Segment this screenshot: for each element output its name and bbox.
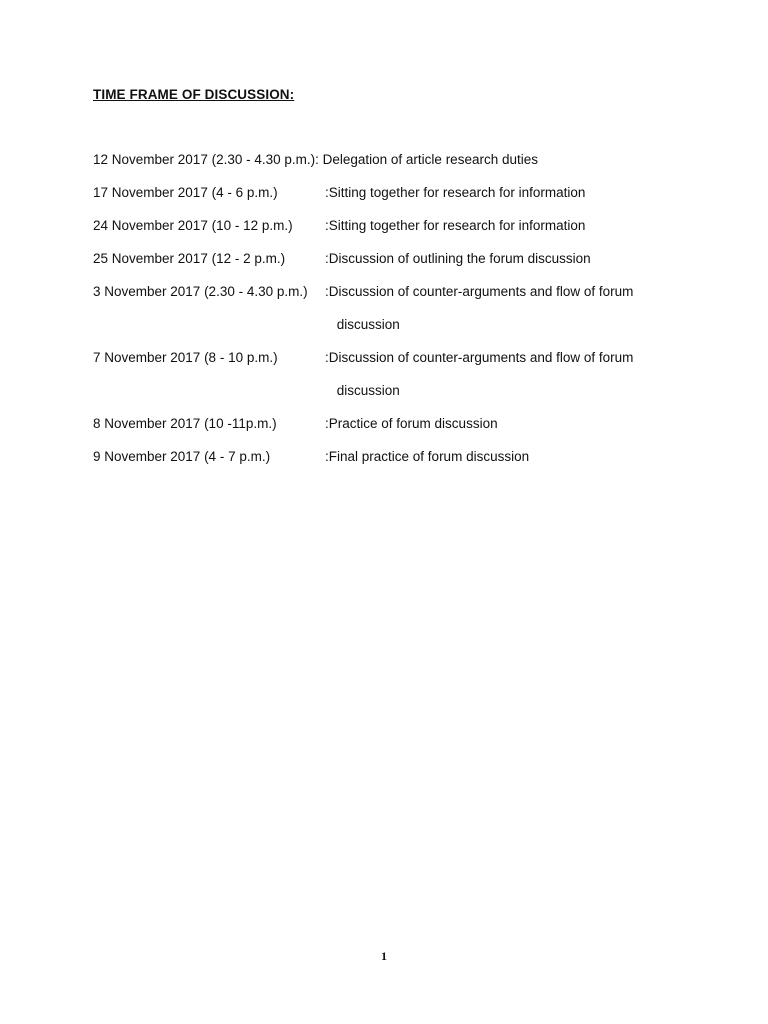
entry-description: Practice of forum discussion [328,416,498,431]
schedule-entry [93,350,733,399]
entry-description: Discussion of counter-arguments and flow of forum [328,284,634,299]
schedule-entry [93,449,733,465]
entry-description: Discussion of counter-arguments and flow of forum [328,350,634,365]
entry-description-continuation: discussion [336,383,400,398]
entry-date: 7 November 2017 (8 - 10 p.m.) [93,350,278,365]
entry-description: Sitting together for research for information [328,185,586,200]
schedule-entry [93,251,733,267]
schedule-entry [93,416,733,432]
schedule-entry [93,185,733,201]
entry-date: 9 November 2017 (4 - 7 p.m.) [93,449,271,464]
entry-description-block [329,284,634,333]
page-number: 1 [381,949,387,963]
entry-date: 3 November 2017 (2.30 - 4.30 p.m.) [93,284,308,299]
entry-separator: : [325,350,329,365]
schedule-list [93,152,733,482]
entry-separator: : [325,416,329,431]
entry-date: 25 November 2017 (12 - 2 p.m.) [93,251,286,266]
entry-separator: : [325,218,329,233]
entry-separator: : [325,251,329,266]
entry-description-continuation: discussion [336,317,400,332]
entry-description: Discussion of outlining the forum discussion [328,251,591,266]
entry-date: 17 November 2017 (4 - 6 p.m.) [93,185,278,200]
section-heading: TIME FRAME OF DISCUSSION: [93,87,295,102]
entry-separator: : [325,449,329,464]
entry-date: 24 November 2017 (10 - 12 p.m.) [93,218,293,233]
schedule-entry [93,218,733,234]
entry-description: Final practice of forum discussion [328,449,530,464]
schedule-entry [93,284,733,333]
entry-separator: : [325,185,329,200]
entry-description: Sitting together for research for information [328,218,586,233]
schedule-entry-first: 12 November 2017 (2.30 - 4.30 p.m.): Delegation of article research duties [93,152,538,167]
entry-description-block [329,350,634,399]
entry-date: 8 November 2017 (10 -11p.m.) [93,416,277,431]
entry-separator: : [325,284,329,299]
